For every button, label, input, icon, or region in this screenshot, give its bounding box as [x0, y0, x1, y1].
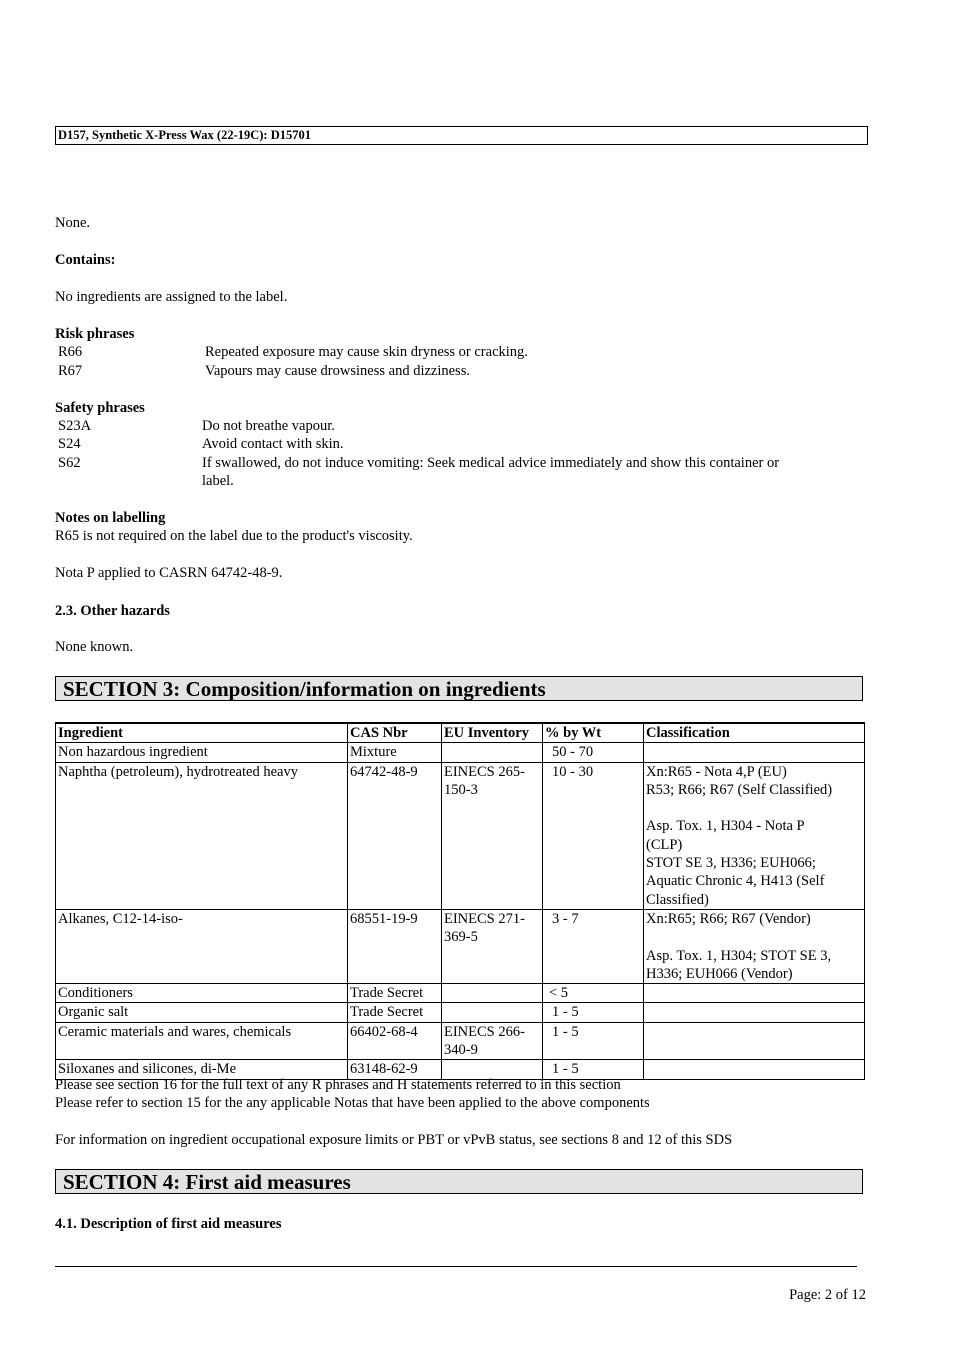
column-header: Classification [644, 723, 865, 743]
eu-inventory-cell [442, 984, 543, 1003]
safety-text: If swallowed, do not induce vomiting: Seek medical advice immediately and show this container or [202, 455, 780, 471]
cas-cell: Trade Secret [348, 1003, 442, 1022]
cas-cell: Trade Secret [348, 984, 442, 1003]
ingredient-cell: Conditioners [56, 984, 348, 1003]
cas-cell: 63148-62-9 [348, 1060, 442, 1079]
safety-text-continued: label. [202, 473, 234, 489]
classification-line: Aquatic Chronic 4, H413 (Self [646, 873, 825, 890]
column-header: EU Inventory [442, 723, 543, 743]
eu-inventory-line: 340-9 [444, 1042, 478, 1059]
contains-text: No ingredients are assigned to the label. [55, 289, 288, 305]
cas-cell: Mixture [348, 743, 442, 762]
table-row [56, 909, 865, 983]
cas-cell: 68551-19-9 [348, 909, 442, 983]
table-row [56, 743, 865, 762]
cas-cell: 64742-48-9 [348, 762, 442, 909]
classification-cell [644, 1022, 865, 1060]
notes-labelling-line: Nota P applied to CASRN 64742-48-9. [55, 565, 283, 581]
ingredient-cell: Non hazardous ingredient [56, 743, 348, 762]
contains-label: Contains: [55, 252, 116, 268]
safety-text: Avoid contact with skin. [202, 436, 344, 452]
table-row [56, 984, 865, 1003]
classification-cell [644, 984, 865, 1003]
classification-line: Classified) [646, 891, 709, 908]
classification-line: Asp. Tox. 1, H304 - Nota P [646, 818, 805, 835]
eu-inventory-cell [442, 909, 543, 983]
section-4-title: SECTION 4: First aid measures [55, 1169, 863, 1194]
section-3-note: For information on ingredient occupational exposure limits or PBT or vPvB status, see sections 8 and 12 of this SDS [55, 1132, 733, 1148]
classification-line: Xn:R65 - Nota 4,P (EU) [646, 763, 787, 780]
risk-text: Vapours may cause drowsiness and dizziness. [205, 363, 470, 379]
classification-cell [644, 762, 865, 909]
eu-inventory-cell [442, 743, 543, 762]
classification-line: R53; R66; R67 (Self Classified) [646, 781, 833, 798]
weight-percent-cell: 50 - 70 [543, 743, 644, 762]
eu-inventory-cell [442, 1022, 543, 1060]
table-row [56, 1003, 865, 1022]
risk-text: Repeated exposure may cause skin dryness or cracking. [205, 344, 528, 360]
classification-line: Asp. Tox. 1, H304; STOT SE 3, [646, 947, 832, 964]
page-number: Page: 2 of 12 [789, 1287, 866, 1303]
ingredient-cell: Naphtha (petroleum), hydrotreated heavy [56, 762, 348, 909]
notes-labelling-line: R65 is not required on the label due to the product's viscosity. [55, 528, 413, 544]
document-header-title: D157, Synthetic X-Press Wax (22-19C): D15701 [55, 126, 868, 145]
classification-line: STOT SE 3, H336; EUH066; [646, 855, 816, 872]
risk-code: R66 [58, 344, 83, 360]
cas-cell: 66402-68-4 [348, 1022, 442, 1060]
notes-labelling-heading: Notes on labelling [55, 510, 166, 526]
safety-code: S23A [58, 418, 92, 434]
table-header-row [56, 723, 865, 743]
ingredients-table [55, 722, 865, 1080]
ingredient-cell: Alkanes, C12-14-iso- [56, 909, 348, 983]
other-hazards-heading: 2.3. Other hazards [55, 603, 170, 619]
table-row [56, 762, 865, 909]
weight-percent-cell: < 5 [543, 984, 644, 1003]
ingredient-cell: Organic salt [56, 1003, 348, 1022]
column-header: CAS Nbr [348, 723, 442, 743]
none-text: None. [55, 215, 91, 231]
eu-inventory-line: EINECS 265- [444, 763, 525, 780]
eu-inventory-line: 150-3 [444, 781, 478, 798]
eu-inventory-cell [442, 1003, 543, 1022]
eu-inventory-line: EINECS 266- [444, 1023, 525, 1040]
other-hazards-text: None known. [55, 639, 134, 655]
weight-percent-cell: 1 - 5 [543, 1022, 644, 1060]
eu-inventory-line: 369-5 [444, 929, 478, 946]
classification-line: (CLP) [646, 836, 683, 853]
weight-percent-cell: 10 - 30 [543, 762, 644, 909]
classification-cell [644, 1003, 865, 1022]
weight-percent-cell: 1 - 5 [543, 1003, 644, 1022]
classification-cell [644, 743, 865, 762]
safety-code: S24 [58, 436, 81, 452]
eu-inventory-line: EINECS 271- [444, 910, 525, 927]
classification-cell [644, 1060, 865, 1079]
classification-cell [644, 909, 865, 983]
column-header: % by Wt [543, 723, 644, 743]
section-3-note: Please see section 16 for the full text of any R phrases and H statements referred to in this section [55, 1077, 621, 1093]
safety-phrases-heading: Safety phrases [55, 400, 145, 416]
column-header: Ingredient [56, 723, 348, 743]
risk-code: R67 [58, 363, 83, 379]
footer-divider [55, 1266, 857, 1267]
section-3-note: Please refer to section 15 for the any applicable Notas that have been applied to the above components [55, 1095, 650, 1111]
classification-line: Xn:R65; R66; R67 (Vendor) [646, 910, 811, 927]
safety-code: S62 [58, 455, 81, 471]
ingredient-cell: Siloxanes and silicones, di-Me [56, 1060, 348, 1079]
classification-line: H336; EUH066 (Vendor) [646, 965, 793, 982]
weight-percent-cell: 3 - 7 [543, 909, 644, 983]
section-3-title: SECTION 3: Composition/information on ingredients [55, 676, 863, 701]
section-4-subheading: 4.1. Description of first aid measures [55, 1216, 282, 1232]
table-row [56, 1022, 865, 1060]
safety-text: Do not breathe vapour. [202, 418, 335, 434]
eu-inventory-cell [442, 762, 543, 909]
ingredient-cell: Ceramic materials and wares, chemicals [56, 1022, 348, 1060]
weight-percent-cell: 1 - 5 [543, 1060, 644, 1079]
classification-spacer [646, 928, 862, 946]
risk-phrases-heading: Risk phrases [55, 326, 135, 342]
classification-spacer [646, 799, 862, 817]
